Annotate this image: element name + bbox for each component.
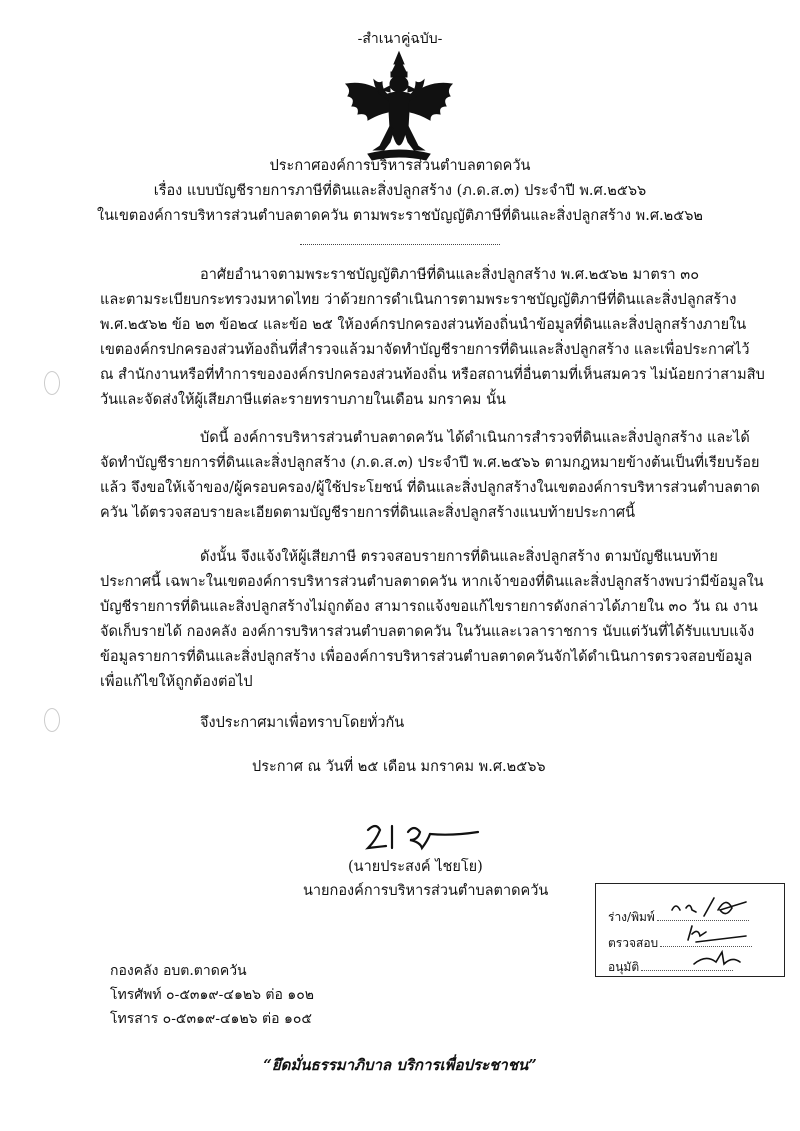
contact-fax: โทรสาร ๐-๕๓๑๙-๔๑๒๖ ต่อ ๑๐๕: [110, 1011, 312, 1027]
approval-box: [595, 883, 785, 977]
announce-line: จึงประกาศมาเพื่อทราบโดยทั่วกัน: [200, 715, 405, 731]
paragraph-line: พ.ศ.๒๕๖๒ ข้อ ๒๓ ข้อ๒๔ และข้อ ๒๕ ให้องค์กรปกครองส่วนท้องถิ่นนำข้อมูลที่ดินและสิ่งปลูกสร้างภายใน: [100, 317, 747, 333]
paragraph-line: ข้อมูลรายการที่ดินและสิ่งปลูกสร้าง เพื่อองค์การบริหารส่วนตำบลตาดควันจักได้ดำเนินการตรวจสอบข้อมูล: [100, 649, 753, 665]
paragraph-line: อาศัยอำนาจตามพระราชบัญญัติภาษีที่ดินและสิ่งปลูกสร้าง พ.ศ.๒๕๖๒ มาตรา ๓๐: [200, 267, 700, 283]
paragraph-authority: [100, 263, 765, 413]
announcement-scope-line: ในเขตองค์การบริหารส่วนตำบลตาดควัน ตามพระราชบัญญัติภาษีที่ดินและสิ่งปลูกสร้าง พ.ศ.๒๕๖๒: [97, 208, 703, 224]
header-divider: [300, 243, 500, 245]
announcement-subject-line: เรื่อง แบบบัญชีรายการภาษีที่ดินและสิ่งปลูกสร้าง (ภ.ด.ส.๓) ประจำปี พ.ศ.๒๕๖๖: [153, 183, 647, 199]
contact-dept: กองคลัง อบต.ตาดควัน: [110, 963, 247, 979]
signatory-position: นายกองค์การบริหารส่วนตำบลตาดควัน: [303, 883, 549, 899]
signatory-name: (นายประสงค์ ไชยโย): [348, 859, 483, 875]
signature-image: [362, 818, 482, 856]
paragraph-line: ควัน ได้ตรวจสอบรายละเอียดตามบัญชีรายการที่ดินและสิ่งปลูกสร้างแนบท้ายประกาศนี้: [100, 505, 636, 521]
approve-label: อนุมัติ: [608, 960, 640, 974]
paragraph-line: บัดนี้ องค์การบริหารส่วนตำบลตาดควัน ได้ดำเนินการสำรวจที่ดินและสิ่งปลูกสร้าง และได้: [200, 430, 750, 446]
paragraph-line: เพื่อแก้ไขให้ถูกต้องต่อไป: [100, 674, 253, 690]
paragraph-line: ประกาศนี้ เฉพาะในเขตองค์การบริหารส่วนตำบลตาดควัน หากเจ้าของที่ดินและสิ่งปลูกสร้างพบว่ามีข้อมูลใน: [100, 574, 764, 590]
draft-label: ร่าง/พิมพ์: [608, 910, 655, 924]
paragraph-line: เขตองค์กรปกครองส่วนท้องถิ่นที่สำรวจแล้วมาจัดทำบัญชีรายการที่ดินและสิ่งปลูกสร้าง และเพื่อประกาศไว้: [100, 342, 750, 358]
announcement-org-line: ประกาศองค์การบริหารส่วนตำบลตาดควัน: [269, 158, 531, 174]
initials-image: [666, 892, 776, 972]
paragraph-line: และตามระเบียบกระทรวงมหาดไทย ว่าด้วยการดำเนินการตามพระราชบัญญัติภาษีที่ดินและสิ่งปลูกสร้าง: [100, 292, 737, 308]
contact-phone: โทรศัพท์ ๐-๕๓๑๙-๔๑๒๖ ต่อ ๑๐๒: [110, 987, 315, 1003]
binder-hole-mark: [44, 708, 60, 732]
paragraph-line: จัดทำบัญชีรายการที่ดินและสิ่งปลูกสร้าง (ภ.ด.ส.๓) ประจำปี พ.ศ.๒๕๖๖ ตามกฎหมายข้างต้นเป็นที่เรียบร้อย: [100, 455, 760, 471]
garuda-emblem-icon: [338, 50, 460, 165]
paragraph-instructions: [100, 545, 764, 695]
copy-stamp: -สำเนาคู่ฉบับ-: [357, 31, 443, 47]
paragraph-survey: [100, 426, 760, 526]
binder-hole-mark: [44, 371, 60, 395]
announcement-date: ประกาศ ณ วันที่ ๒๕ เดือน มกราคม พ.ศ.๒๕๖๖: [252, 759, 546, 775]
paragraph-line: วันและจัดส่งให้ผู้เสียภาษีแต่ละรายทราบภายในเดือน มกราคม นั้น: [100, 392, 506, 408]
check-label: ตรวจสอบ: [608, 936, 659, 950]
paragraph-line: จัดเก็บรายได้ กองคลัง องค์การบริหารส่วนตำบลตาดควัน ในวันและเวลาราชการ นับแต่วันที่ได้รับแบบแจ้ง: [100, 624, 755, 640]
footer-slogan: “ยึดมั่นธรรมาภิบาล บริการเพื่อประชาชน”: [263, 1056, 537, 1074]
paragraph-line: บัญชีรายการที่ดินและสิ่งปลูกสร้างไม่ถูกต้อง สามารถแจ้งขอแก้ไขรายการดังกล่าวได้ภายใน ๓๐ วัน ณ งาน: [100, 599, 758, 615]
paragraph-line: ณ สำนักงานหรือที่ทำการขององค์กรปกครองส่วนท้องถิ่น หรือสถานที่อื่นตามที่เห็นสมควร ไม่น้อยกว่าสามสิบ: [100, 367, 765, 383]
paragraph-line: แล้ว จึงขอให้เจ้าของ/ผู้ครอบครอง/ผู้ใช้ประโยชน์ ที่ดินและสิ่งปลูกสร้างในเขตองค์การบริหารส่วนตำบลตาด: [100, 480, 760, 496]
paragraph-line: ดังนั้น จึงแจ้งให้ผู้เสียภาษี ตรวจสอบรายการที่ดินและสิ่งปลูกสร้าง ตามบัญชีแนบท้าย: [200, 549, 718, 565]
